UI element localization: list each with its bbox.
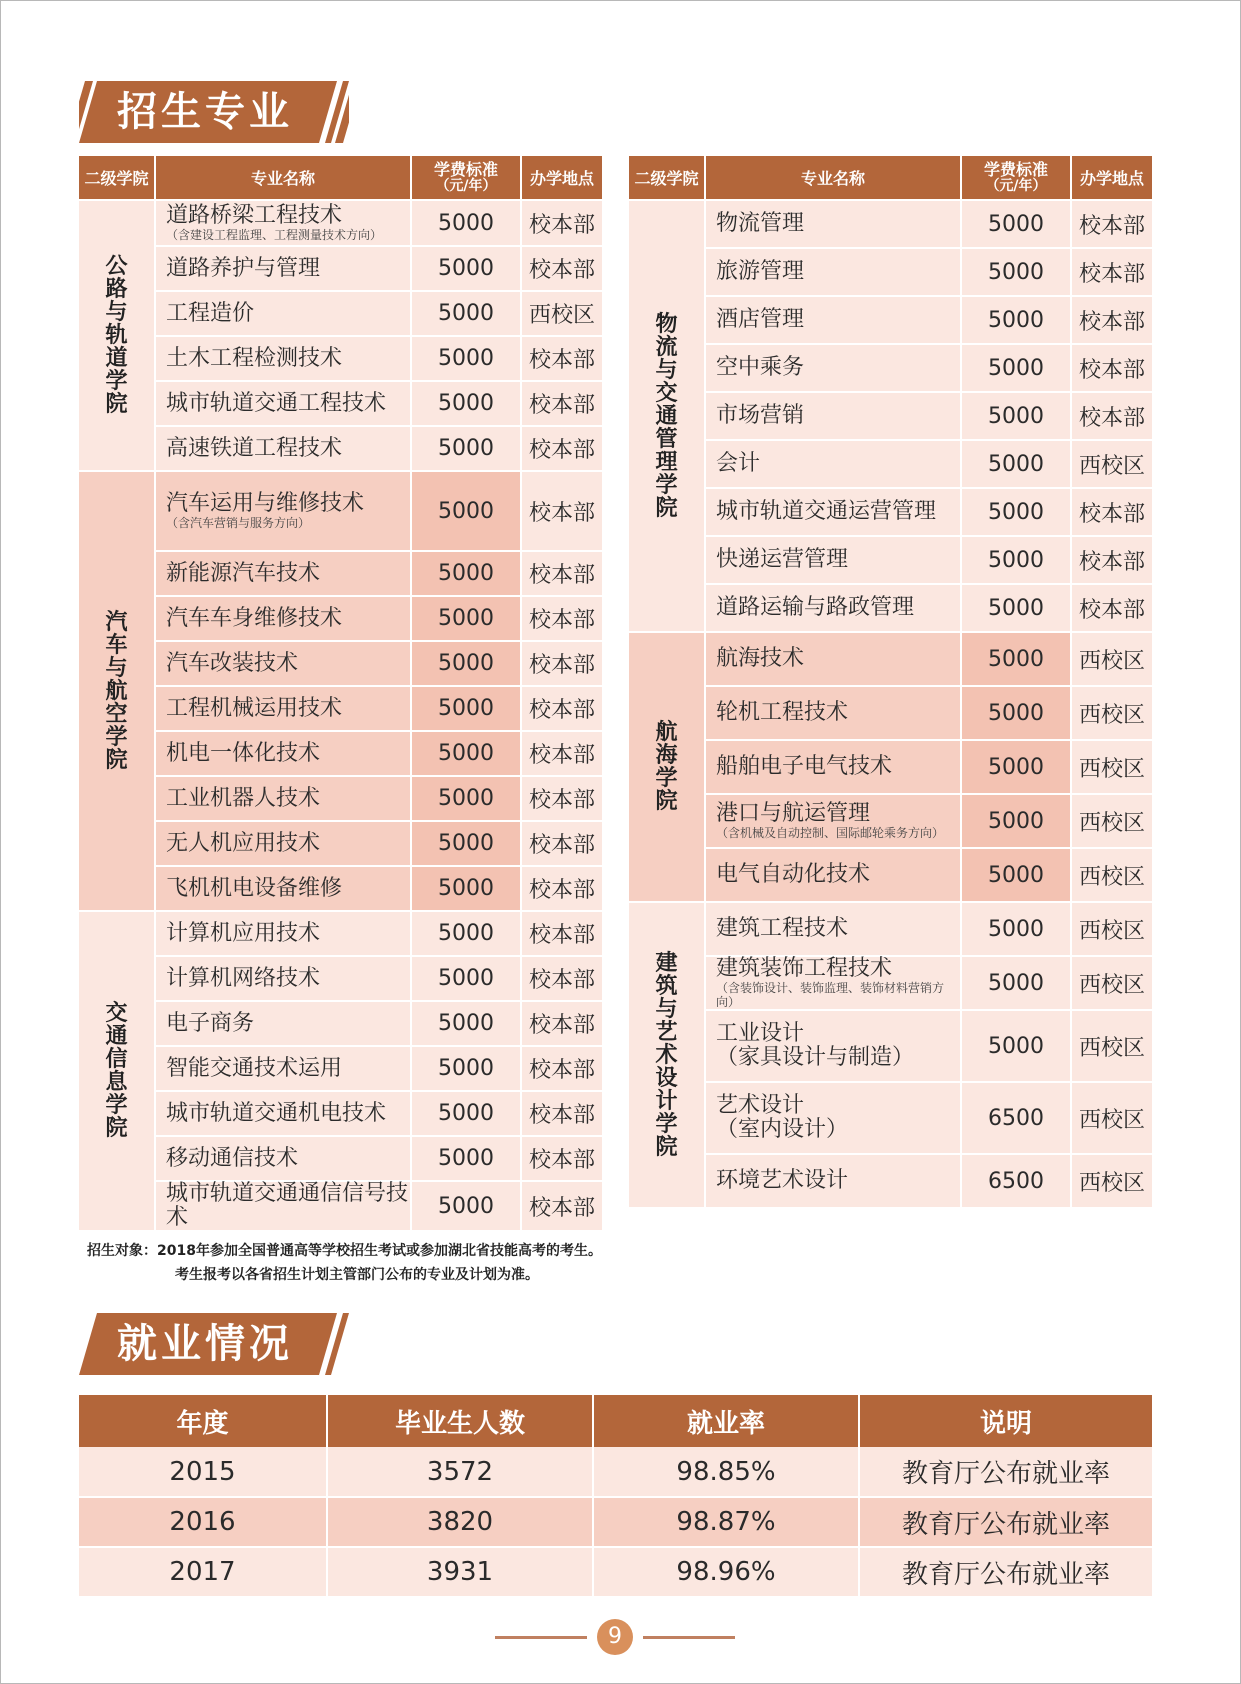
major-cell bbox=[155, 1001, 411, 1046]
major-name: 酒店管理 bbox=[716, 307, 805, 332]
fee-cell: 5000 bbox=[411, 911, 521, 956]
location-cell: 校本部 bbox=[521, 911, 603, 956]
major-cell bbox=[705, 1082, 961, 1154]
table-row bbox=[79, 821, 603, 866]
table-row bbox=[79, 1001, 603, 1046]
location-cell: 校本部 bbox=[1071, 488, 1153, 536]
header-year: 年度 bbox=[79, 1395, 327, 1447]
major-name: 汽车运用与维修技术 bbox=[166, 491, 365, 516]
table-row bbox=[629, 248, 1153, 296]
table-row bbox=[629, 956, 1153, 1010]
table-row bbox=[629, 686, 1153, 740]
fee-cell: 5000 bbox=[411, 200, 521, 246]
fee-cell: 5000 bbox=[411, 596, 521, 641]
location-cell: 校本部 bbox=[521, 381, 603, 426]
location-cell: 校本部 bbox=[521, 641, 603, 686]
table-row bbox=[79, 641, 603, 686]
major-cell bbox=[705, 686, 961, 740]
location-cell: 校本部 bbox=[521, 551, 603, 596]
major-name: 飞机机电设备维修 bbox=[166, 875, 343, 901]
college-name: 建筑与艺术设计学院 bbox=[655, 950, 678, 1160]
college-name: 物流与交通管理学院 bbox=[655, 311, 678, 521]
college-name: 航海学院 bbox=[655, 720, 678, 814]
location-cell: 校本部 bbox=[521, 200, 603, 246]
section-title-text: 就业情况 bbox=[117, 1320, 293, 1367]
fee-cell: 5000 bbox=[961, 740, 1071, 794]
admissions-table-left bbox=[79, 156, 604, 1232]
major-name: 移动通信技术 bbox=[166, 1145, 299, 1171]
major-note: （含汽车营销与服务方向） bbox=[166, 516, 311, 530]
location-cell: 校本部 bbox=[1071, 200, 1153, 248]
fee-cell: 5000 bbox=[961, 488, 1071, 536]
graduates-cell: 3820 bbox=[327, 1497, 593, 1547]
college-name: 交通信息学院 bbox=[105, 1001, 128, 1141]
major-name: 汽车改装技术 bbox=[166, 650, 299, 676]
graduates-cell: 3931 bbox=[327, 1547, 593, 1597]
table-row bbox=[79, 731, 603, 776]
table-row bbox=[79, 911, 603, 956]
major-cell bbox=[705, 740, 961, 794]
major-cell bbox=[705, 344, 961, 392]
fee-cell: 5000 bbox=[411, 1001, 521, 1046]
major-cell bbox=[155, 911, 411, 956]
major-name: 城市轨道交通通信信号技术 bbox=[166, 1181, 409, 1230]
major-cell bbox=[705, 392, 961, 440]
table-header-row bbox=[629, 156, 1153, 200]
location-cell: 西校区 bbox=[1071, 632, 1153, 686]
fee-cell: 5000 bbox=[411, 641, 521, 686]
table-row bbox=[79, 686, 603, 731]
major-name: 空中乘务 bbox=[716, 355, 805, 380]
page-footer bbox=[1, 1617, 1241, 1657]
major-note: （含建设工程监理、工程测量技术方向） bbox=[166, 228, 383, 242]
section-title-employment bbox=[79, 1313, 349, 1375]
major-name: 环境艺术设计 bbox=[716, 1168, 849, 1193]
table-row bbox=[629, 848, 1153, 902]
major-cell bbox=[705, 248, 961, 296]
graduates-cell: 3572 bbox=[327, 1447, 593, 1497]
college-cell bbox=[629, 632, 705, 902]
table-row bbox=[79, 426, 603, 471]
fee-cell: 5000 bbox=[411, 776, 521, 821]
major-name: 工业机器人技术 bbox=[166, 785, 321, 811]
fee-cell: 5000 bbox=[961, 794, 1071, 848]
major-name: 计算机应用技术 bbox=[166, 920, 321, 946]
location-cell: 校本部 bbox=[521, 246, 603, 291]
table-row bbox=[79, 381, 603, 426]
major-name: 城市轨道交通机电技术 bbox=[166, 1100, 387, 1126]
major-cell bbox=[155, 1136, 411, 1181]
rate-cell: 98.96% bbox=[593, 1547, 859, 1597]
table-row bbox=[79, 596, 603, 641]
fee-cell: 5000 bbox=[411, 1046, 521, 1091]
rate-cell: 98.87% bbox=[593, 1497, 859, 1547]
table-row bbox=[629, 1154, 1153, 1208]
fee-cell: 5000 bbox=[961, 1010, 1071, 1082]
header-college: 二级学院 bbox=[629, 156, 705, 200]
location-cell: 校本部 bbox=[521, 1181, 603, 1231]
major-name: 工业设计 bbox=[716, 1021, 805, 1046]
fee-cell: 5000 bbox=[961, 902, 1071, 956]
table-row bbox=[79, 1181, 603, 1231]
college-name: 汽车与航空学院 bbox=[105, 609, 128, 773]
major-cell bbox=[155, 821, 411, 866]
major-cell bbox=[155, 1181, 411, 1231]
note-line-1: 招生对象：2018年参加全国普通高等学校招生考试或参加湖北省技能高考的考生。 bbox=[87, 1243, 602, 1259]
description-cell: 教育厅公布就业率 bbox=[859, 1497, 1153, 1547]
location-cell: 西校区 bbox=[1071, 848, 1153, 902]
major-name: 无人机应用技术 bbox=[166, 830, 321, 856]
description-cell: 教育厅公布就业率 bbox=[859, 1547, 1153, 1597]
header-major: 专业名称 bbox=[155, 156, 411, 200]
major-name: 新能源汽车技术 bbox=[166, 560, 321, 586]
table-row bbox=[79, 1497, 1153, 1547]
major-cell bbox=[155, 1046, 411, 1091]
admission-notes bbox=[87, 1239, 602, 1287]
fee-cell: 5000 bbox=[411, 1136, 521, 1181]
table-row bbox=[79, 246, 603, 291]
major-name: 智能交通技术运用 bbox=[166, 1055, 343, 1081]
location-cell: 西校区 bbox=[1071, 1154, 1153, 1208]
admissions-table-right bbox=[629, 156, 1154, 1209]
table-row bbox=[79, 551, 603, 596]
table-row bbox=[79, 1136, 603, 1181]
header-college: 二级学院 bbox=[79, 156, 155, 200]
major-name: 市场营销 bbox=[716, 403, 805, 428]
major-name: 道路养护与管理 bbox=[166, 255, 321, 281]
major-name: 计算机网络技术 bbox=[166, 965, 321, 991]
major-cell bbox=[705, 296, 961, 344]
location-cell: 西校区 bbox=[1071, 1010, 1153, 1082]
fee-cell: 5000 bbox=[411, 381, 521, 426]
major-cell bbox=[155, 596, 411, 641]
header-graduates: 毕业生人数 bbox=[327, 1395, 593, 1447]
major-cell bbox=[155, 200, 411, 246]
fee-cell: 5000 bbox=[961, 956, 1071, 1010]
major-name: 轮机工程技术 bbox=[716, 700, 849, 725]
fee-cell: 5000 bbox=[961, 248, 1071, 296]
year-cell: 2016 bbox=[79, 1497, 327, 1547]
major-name: 电气自动化技术 bbox=[716, 862, 871, 887]
major-note: （含机械及自动控制、国际邮轮乘务方向） bbox=[716, 826, 945, 840]
location-cell: 校本部 bbox=[521, 1091, 603, 1136]
page-number: 9 bbox=[597, 1619, 633, 1655]
table-row bbox=[79, 291, 603, 336]
location-cell: 校本部 bbox=[1071, 344, 1153, 392]
major-name: 机电一体化技术 bbox=[166, 740, 321, 766]
major-cell bbox=[155, 776, 411, 821]
major-name: 艺术设计 bbox=[716, 1093, 805, 1118]
fee-cell: 5000 bbox=[411, 291, 521, 336]
table-row bbox=[629, 392, 1153, 440]
fee-cell: 5000 bbox=[411, 866, 521, 911]
college-cell bbox=[629, 200, 705, 632]
location-cell: 校本部 bbox=[521, 686, 603, 731]
table-row bbox=[629, 794, 1153, 848]
major-name: 道路运输与路政管理 bbox=[716, 595, 915, 620]
fee-cell: 5000 bbox=[961, 296, 1071, 344]
major-cell bbox=[155, 1091, 411, 1136]
location-cell: 校本部 bbox=[1071, 296, 1153, 344]
major-cell bbox=[705, 632, 961, 686]
table-row bbox=[629, 584, 1153, 632]
major-name: 道路桥梁工程技术 bbox=[166, 203, 343, 228]
rate-cell: 98.85% bbox=[593, 1447, 859, 1497]
location-cell: 校本部 bbox=[1071, 536, 1153, 584]
fee-cell: 5000 bbox=[411, 246, 521, 291]
location-cell: 校本部 bbox=[1071, 584, 1153, 632]
footer-divider-right bbox=[643, 1636, 735, 1639]
location-cell: 校本部 bbox=[521, 426, 603, 471]
header-description: 说明 bbox=[859, 1395, 1153, 1447]
location-cell: 校本部 bbox=[521, 1001, 603, 1046]
location-cell: 西校区 bbox=[1071, 902, 1153, 956]
fee-cell: 6500 bbox=[961, 1154, 1071, 1208]
fee-cell: 5000 bbox=[961, 344, 1071, 392]
major-name: 工程造价 bbox=[166, 300, 255, 326]
table-row bbox=[79, 471, 603, 551]
major-name: 城市轨道交通工程技术 bbox=[166, 390, 387, 416]
major-name: 港口与航运管理 bbox=[716, 801, 871, 826]
major-name: 城市轨道交通运营管理 bbox=[716, 499, 937, 524]
fee-cell: 5000 bbox=[411, 956, 521, 1001]
table-header-row bbox=[79, 156, 603, 200]
major-subtitle: （室内设计） bbox=[716, 1117, 849, 1142]
location-cell: 西校区 bbox=[1071, 440, 1153, 488]
fee-cell: 5000 bbox=[411, 426, 521, 471]
header-location: 办学地点 bbox=[1071, 156, 1153, 200]
major-cell bbox=[155, 731, 411, 776]
college-cell bbox=[79, 911, 155, 1231]
table-row bbox=[629, 200, 1153, 248]
fee-cell: 5000 bbox=[961, 632, 1071, 686]
table-row bbox=[79, 956, 603, 1001]
year-cell: 2015 bbox=[79, 1447, 327, 1497]
table-row bbox=[79, 336, 603, 381]
college-cell bbox=[79, 200, 155, 471]
table-row bbox=[79, 1547, 1153, 1597]
major-cell bbox=[705, 1010, 961, 1082]
fee-cell: 5000 bbox=[961, 686, 1071, 740]
major-name: 旅游管理 bbox=[716, 259, 805, 284]
major-cell bbox=[155, 426, 411, 471]
location-cell: 校本部 bbox=[521, 336, 603, 381]
location-cell: 校本部 bbox=[521, 821, 603, 866]
major-name: 工程机械运用技术 bbox=[166, 695, 343, 721]
major-cell bbox=[705, 1154, 961, 1208]
major-note: （含装饰设计、装饰监理、装饰材料营销方向） bbox=[716, 981, 945, 1009]
location-cell: 西校区 bbox=[1071, 686, 1153, 740]
major-cell bbox=[155, 336, 411, 381]
fee-cell: 6500 bbox=[961, 1082, 1071, 1154]
major-name: 汽车车身维修技术 bbox=[166, 605, 343, 631]
employment-header-row bbox=[79, 1395, 1153, 1447]
section-title-admissions bbox=[79, 81, 349, 143]
header-major: 专业名称 bbox=[705, 156, 961, 200]
table-row bbox=[79, 1091, 603, 1136]
note-line-2: 考生报考以各省招生计划主管部门公布的专业及计划为准。 bbox=[175, 1267, 539, 1283]
table-row bbox=[629, 902, 1153, 956]
fee-cell: 5000 bbox=[961, 440, 1071, 488]
major-name: 土木工程检测技术 bbox=[166, 345, 343, 371]
major-name: 建筑装饰工程技术 bbox=[716, 956, 893, 981]
fee-cell: 5000 bbox=[961, 392, 1071, 440]
college-cell bbox=[629, 902, 705, 1208]
table-row bbox=[629, 344, 1153, 392]
major-subtitle: （家具设计与制造） bbox=[716, 1045, 915, 1070]
table-row bbox=[629, 632, 1153, 686]
major-cell bbox=[155, 551, 411, 596]
major-name: 电子商务 bbox=[166, 1010, 255, 1036]
major-cell bbox=[705, 488, 961, 536]
location-cell: 校本部 bbox=[521, 1046, 603, 1091]
major-cell bbox=[705, 584, 961, 632]
major-cell bbox=[155, 381, 411, 426]
fee-cell: 5000 bbox=[961, 536, 1071, 584]
table-row bbox=[79, 200, 603, 246]
major-cell bbox=[705, 956, 961, 1010]
major-cell bbox=[155, 291, 411, 336]
table-row bbox=[629, 1082, 1153, 1154]
location-cell: 校本部 bbox=[1071, 248, 1153, 296]
table-row bbox=[79, 866, 603, 911]
fee-cell: 5000 bbox=[961, 584, 1071, 632]
table-row bbox=[79, 1046, 603, 1091]
header-location: 办学地点 bbox=[521, 156, 603, 200]
fee-cell: 5000 bbox=[411, 731, 521, 776]
fee-cell: 5000 bbox=[961, 848, 1071, 902]
major-cell bbox=[705, 440, 961, 488]
major-name: 快递运营管理 bbox=[716, 547, 849, 572]
table-row bbox=[629, 488, 1153, 536]
major-name: 物流管理 bbox=[716, 211, 805, 236]
location-cell: 校本部 bbox=[1071, 392, 1153, 440]
location-cell: 校本部 bbox=[521, 731, 603, 776]
location-cell: 校本部 bbox=[521, 1136, 603, 1181]
major-cell bbox=[705, 848, 961, 902]
location-cell: 校本部 bbox=[521, 471, 603, 551]
major-cell bbox=[155, 471, 411, 551]
table-row bbox=[629, 536, 1153, 584]
header-fee: 学费标准 （元/年） bbox=[411, 156, 521, 200]
description-cell: 教育厅公布就业率 bbox=[859, 1447, 1153, 1497]
location-cell: 西校区 bbox=[1071, 794, 1153, 848]
major-cell bbox=[155, 641, 411, 686]
location-cell: 西校区 bbox=[1071, 740, 1153, 794]
employment-table bbox=[79, 1395, 1154, 1598]
major-name: 高速铁道工程技术 bbox=[166, 435, 343, 461]
major-cell bbox=[705, 794, 961, 848]
fee-cell: 5000 bbox=[411, 336, 521, 381]
major-cell bbox=[155, 956, 411, 1001]
fee-cell: 5000 bbox=[411, 471, 521, 551]
fee-cell: 5000 bbox=[411, 821, 521, 866]
fee-cell: 5000 bbox=[961, 200, 1071, 248]
location-cell: 西校区 bbox=[521, 291, 603, 336]
major-name: 船舶电子电气技术 bbox=[716, 754, 893, 779]
major-cell bbox=[155, 686, 411, 731]
location-cell: 西校区 bbox=[1071, 956, 1153, 1010]
location-cell: 西校区 bbox=[1071, 1082, 1153, 1154]
header-rate: 就业率 bbox=[593, 1395, 859, 1447]
major-cell bbox=[705, 902, 961, 956]
table-row bbox=[79, 1447, 1153, 1497]
major-cell bbox=[705, 536, 961, 584]
location-cell: 校本部 bbox=[521, 596, 603, 641]
major-cell bbox=[155, 866, 411, 911]
major-name: 会计 bbox=[716, 451, 761, 476]
fee-cell: 5000 bbox=[411, 551, 521, 596]
footer-divider-left bbox=[495, 1636, 587, 1639]
table-row bbox=[629, 440, 1153, 488]
college-name: 公路与轨道学院 bbox=[105, 254, 128, 417]
fee-cell: 5000 bbox=[411, 1181, 521, 1231]
table-row bbox=[79, 776, 603, 821]
section-title-text: 招生专业 bbox=[117, 88, 293, 135]
table-row bbox=[629, 740, 1153, 794]
table-row bbox=[629, 1010, 1153, 1082]
table-row bbox=[629, 296, 1153, 344]
fee-cell: 5000 bbox=[411, 1091, 521, 1136]
major-name: 航海技术 bbox=[716, 646, 805, 671]
header-fee: 学费标准 （元/年） bbox=[961, 156, 1071, 200]
location-cell: 校本部 bbox=[521, 956, 603, 1001]
location-cell: 校本部 bbox=[521, 866, 603, 911]
fee-cell: 5000 bbox=[411, 686, 521, 731]
college-cell bbox=[79, 471, 155, 911]
year-cell: 2017 bbox=[79, 1547, 327, 1597]
major-name: 建筑工程技术 bbox=[716, 916, 849, 941]
major-cell bbox=[705, 200, 961, 248]
major-cell bbox=[155, 246, 411, 291]
location-cell: 校本部 bbox=[521, 776, 603, 821]
